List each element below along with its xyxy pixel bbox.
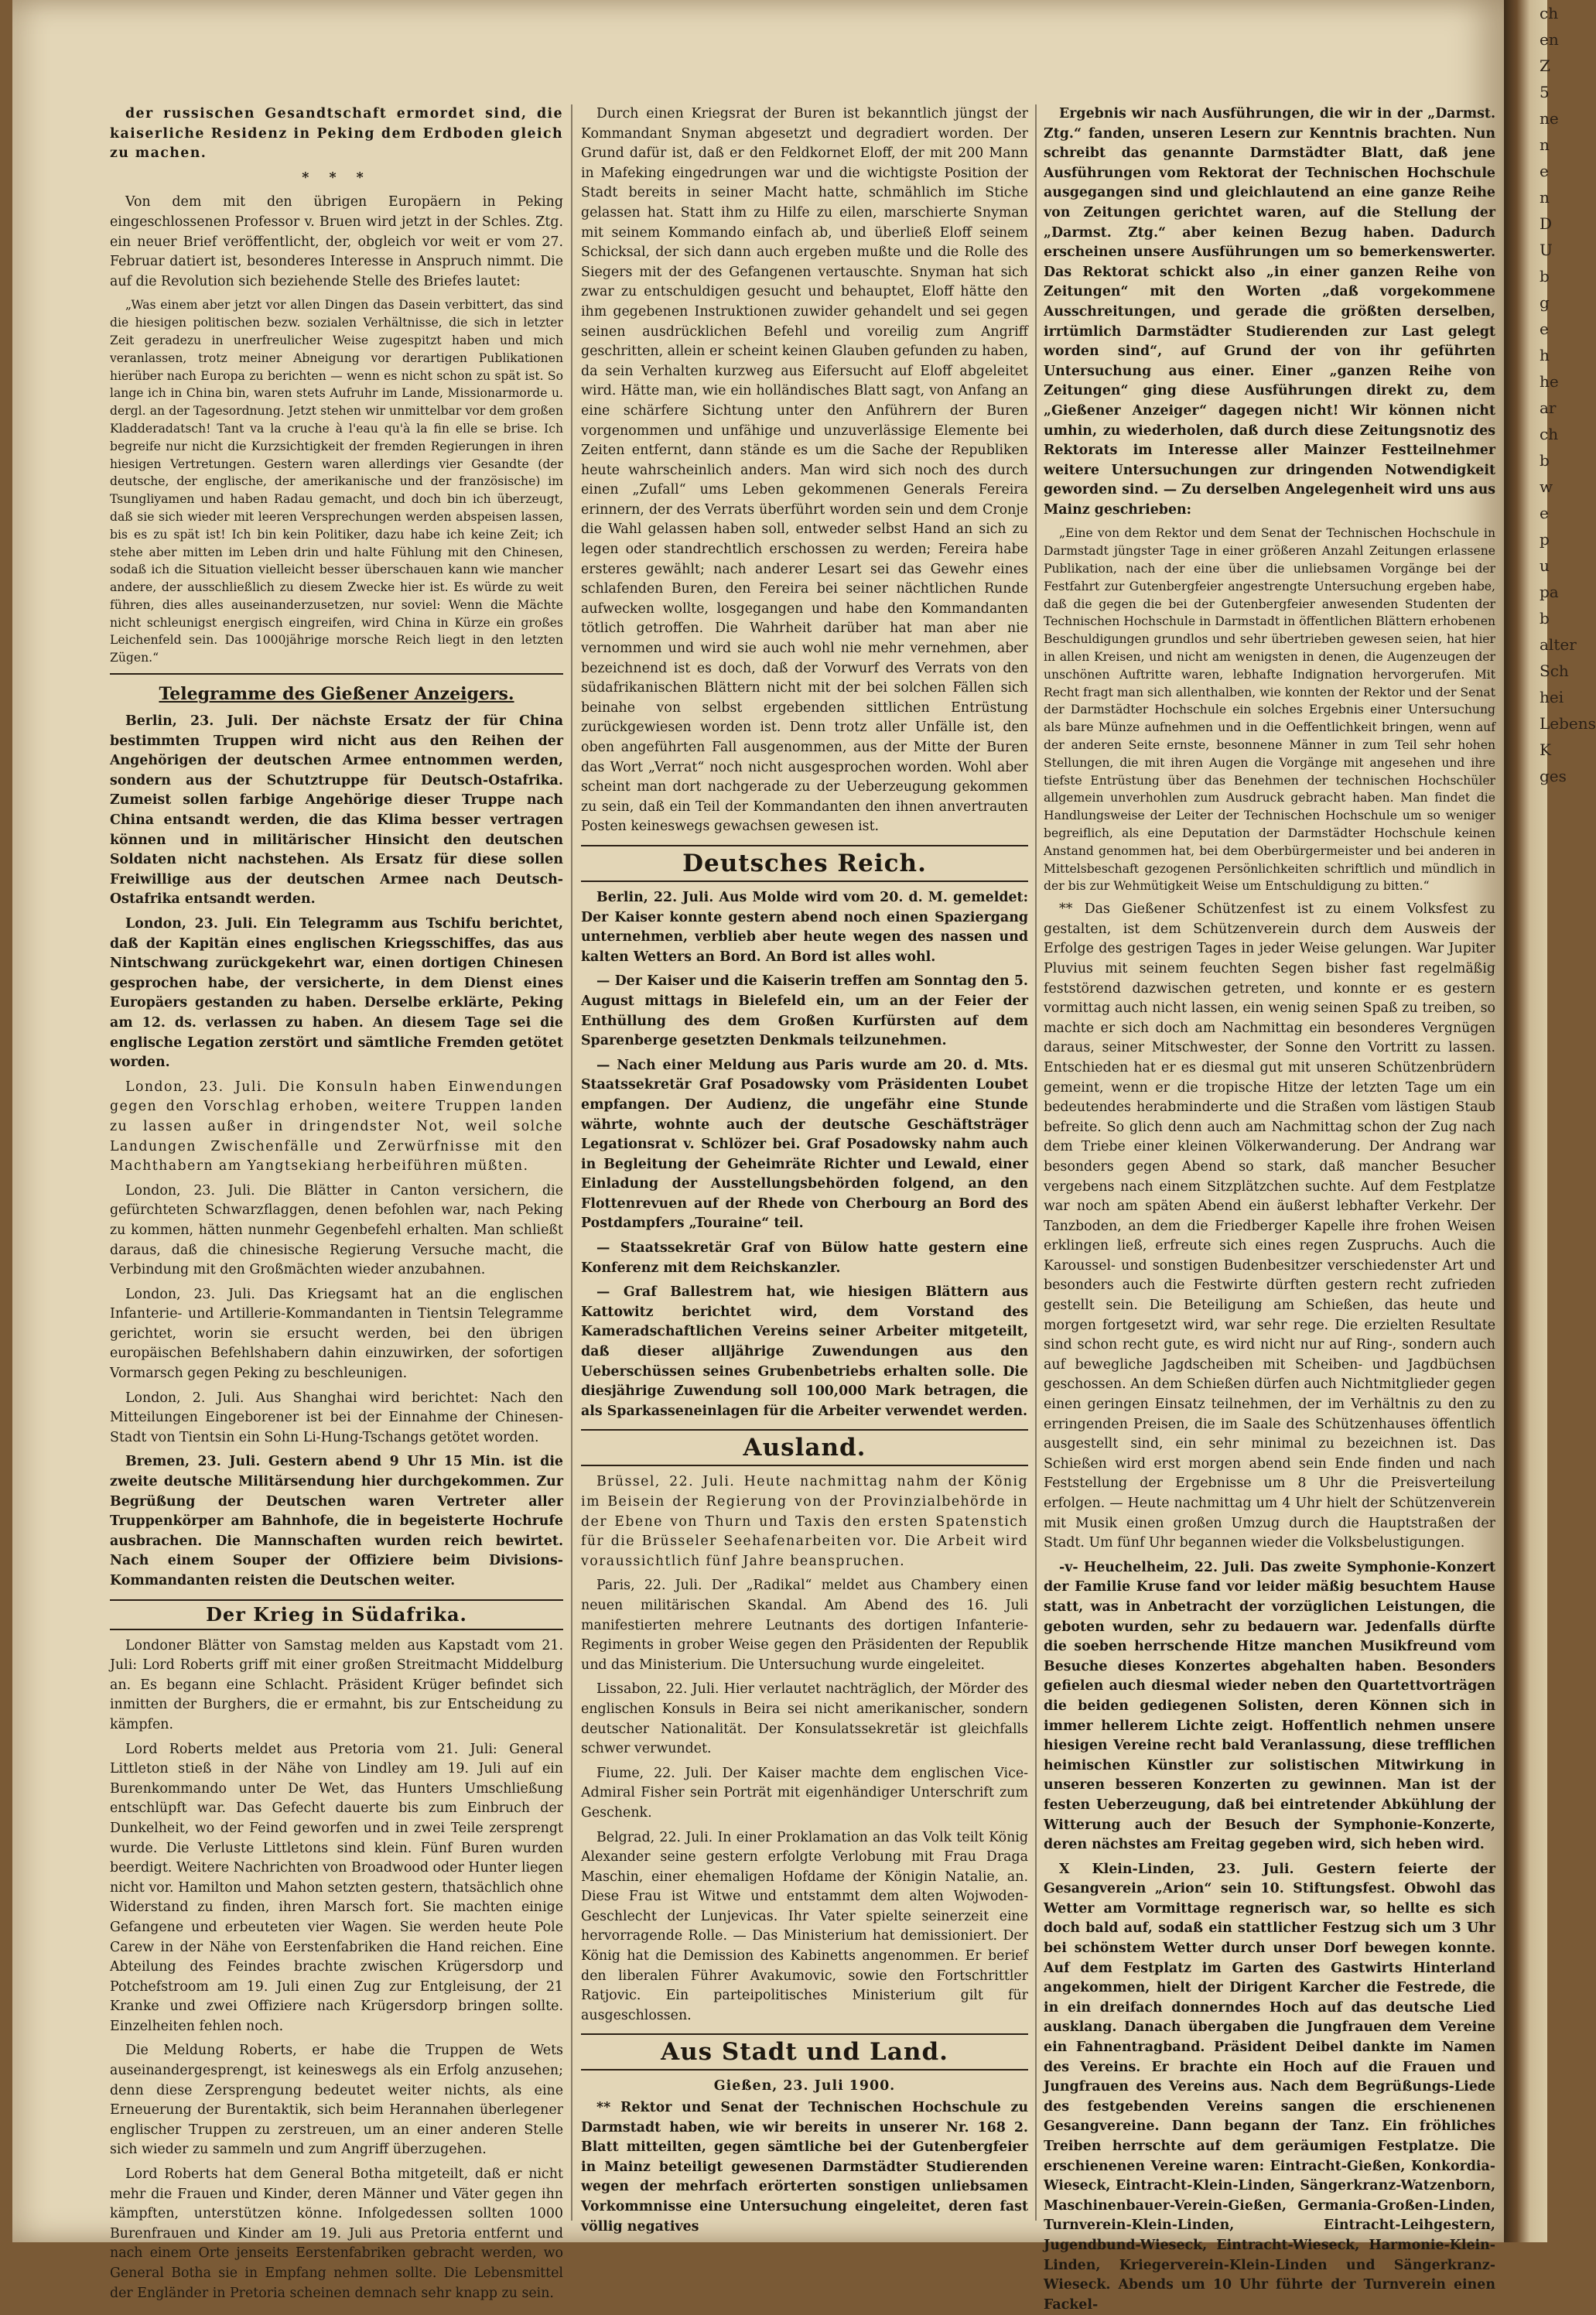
edge-fragment: e: [1540, 320, 1549, 338]
column-3: [1044, 104, 1495, 2313]
column-rule-1: [571, 104, 572, 2221]
heading-deutsches-reich: Deutsches Reich.: [581, 845, 1028, 882]
edge-fragment: ne: [1540, 109, 1559, 128]
col2-paragraph-1: Durch einen Kriegsrat der Buren ist bekanntlich jüngst der Kommandant Snyman abgesetzt und degradiert worden. Der Grund dafür ist, daß er den Feldkornet Eloff, der mit 200 Mann in Mafeking eingedrungen war und die wichtigste Position der Stadt bereits in seiner Macht hatte, schmählich im Stiche gelassen hat. Statt ihm zu Hilfe zu eilen, marschierte Snyman mit seinem Kommando einfach ab, und überließ Eloff seinem Schicksal, der sich dann auch ergeben mußte und die Rolle des Siegers mit der des Gefangenen vertauschte. Snyman hat sich zwar zu entschuldigen gesucht und behauptet, Eloff hätte den ihm gegebenen Instruktionen zuwider gehandelt und sei gegen seinen ausdrücklichen Befehl und voreilig zum Angriff geschritten, allein er scheint keinen Glauben gefunden zu haben, da sein Verhalten kurzweg aus Eifersucht auf Eloff abgeleitet wird. Hätte man, wie ein holländisches Blatt sagt, von Anfang an eine schärfere Sichtung unter den Anführern der Buren vorgenommen und unfähige und unzuverlässige Elemente bei Zeiten entfernt, dann stände es um die Sache der Republiken heute wahrscheinlich anders. Man wird sich noch des durch einen „Zufall“ ums Leben gekommenen Generals Fereira erinnern, der des Verrats überführt worden sein und dem Cronje die Wahl gelassen haben soll, entweder selbst Hand an sich zu legen oder standrechtlich erschossen zu werden; Fereira habe ersteres gewählt; nach anderer Lesart sei das Gewehr eines schlafenden Buren, den Fereira bei seiner nächtlichen Runde aufwecken wollte, losgegangen und habe den Kommandanten tötlich getroffen. Die Wahrheit darüber hat man aber nie vernommen und wird sie auch wohl nie mehr vernehmen, aber bezeichnend ist es doch, daß der Vorwurf des Verrats von den südafrikanischen Blättern nicht mit der bei solchen Fällen sich beinahe von selbst ergebenden sittlichen Entrüstung zurückgewiesen worden ist. Denn trotz aller Unfälle ist, den oben angeführten Fall ausgenommen, aus der Mitte der Buren das Wort „Verrat“ noch nicht ausgesprochen worden. Wohl aber scheint man dort nachgerade zu der Ueberzeugung gekommen zu sein, daß ein Teil der Kommandanten den ihnen anvertrauten Posten keineswegs gewachsen gewesen ist.: [581, 106, 1028, 835]
telegram-london-1: London, 23. Juli. Ein Telegramm aus Tschifu berichtet, daß der Kapitän eines englischen Kriegsschiffes, das aus Nintschwang zurückgekehrt war, einen dortigen Chinesen gesprochen habe, der versicherte, in dem Dienst eines Europäers gestanden zu haben. Derselbe erklärte, Peking am 12. ds. verlassen zu haben. An diesem Tage sei die englische Legation zerstört und sämtliche Fremden getötet worden.: [110, 916, 563, 1071]
col3-paragraph-1: Ergebnis wir nach Ausführungen, die wir in der „Darmst. Ztg.“ fanden, unseren Lesern zur Kenntnis brachten. Nun schreibt das genannte Darmstädter Blatt, daß jene Ausführungen vom Rektorat der Technischen Hochschule ausgegangen sind und gleichlautend an eine ganze Reihe von Zeitungen gerichtet waren, auf die Stellung der „Darmst. Ztg.“ aber keinen Bezug haben. Dadurch erscheinen unsere Ausführungen um so bemerkenswerter. Das Rektorat schickt also „in einer ganzen Reihe von Zeitungen“ mit den Worten „daß vorgekommene Ausschreitungen, und gerade die größten derselben, irrtümlich Darmstädter Studierenden zur Last gelegt worden sind“, auf Grund der von ihr geführten Untersuchung aus einer. Einer „ganzen Reihe von Zeitungen“ ging diese Ausführungen direkt zu, dem „Gießener Anzeiger“ dagegen nicht! Wir können nicht umhin, zu wiederholen, daß durch diese Zeitungsnotiz des Rektorats im Interesse aller Mainzer Festteilnehmer weitere Untersuchungen zur dringenden Notwendigkeit geworden sind. — Zu derselben Angelegenheit wird uns aus Mainz geschrieben:: [1044, 106, 1495, 518]
reich-paragraph-5: — Graf Ballestrem hat, wie hiesigen Blättern aus Kattowitz berichtet wird, dem Vorstand des Kameradschaftlichen Vereins seiner Arbeiter mitgeteilt, daß dieser alljährige Zuwendungen aus den Ueberschüssen seines Grubenbetriebs erhalten solle. Die diesjährige Zuwendung soll 100,000 Mark betragen, die als Sparkasseneinlagen für die Arbeiter verwendet werden.: [581, 1284, 1028, 1419]
ausland-paragraph-1: Brüssel, 22. Juli. Heute nachmittag nahm der König im Beisein der Regierung von der Provinzialbehörde in der Ebene von Thurn und Taxis den ersten Spatenstich für die Brüsseler Seehafenarbeiten vor. Die Arbeit wird voraussichtlich fünf Jahre beanspruchen.: [581, 1474, 1028, 1569]
heading-krieg-suedafrika: Der Krieg in Südafrika.: [110, 1599, 563, 1630]
heading-telegramme: Telegramme des Gießener Anzeigers.: [159, 684, 514, 705]
col3-quoted-letter: „Eine von dem Rektor und dem Senat der Technischen Hochschule in Darmstadt jüngster Tage in einer größeren Anzahl Zeitungen erlassene Publikation, nach der eine über die unliebsamen Vorgänge bei der Festfahrt zur Gutenbergfeier angestrengte Untersuchung ergeben habe, daß die gegen die bei der Gutenbergfeier anwesenden Studenten der Technischen Hochschule in Darmstadt in öffentlichen Blättern erhobenen Beschuldigungen grundlos und sehr übertrieben gewesen seien, hat hier in allen Kreisen, und nicht am wenigsten in denen, die Augenzeugen der unschönen Auftritte waren, lebhafte Indignation hervorgerufen. Mit Recht fragt man sich allenthalben, wie konnten der Rektor und der Senat der Darmstädter Hochschule ein solches Ergebnis einer Untersuchung als bare Münze aufnehmen und in die Oeffentlichkeit bringen, wenn auf der anderen Seite ernste, besonnene Männer in zum Teil sehr hohen Stellungen, die mit ihren Augen die Vorgänge mit angesehen und ihre tiefste Entrüstung über das Benehmen der technischen Hochschüler allgemein unverhohlen zum Ausdruck gebracht haben. Man findet die Handlungsweise der Leiter der Technischen Hochschule um so weniger begreiflich, als eine Deputation der Darmstädter Hochschule keinen Anstand genommen hat, bei dem Oberbürgermeister und bei anderen in Mittelsbeschaft gezogenen Persönlichkeiten schriftlich und mündlich in der bis zur Wehmütigkeit Weise um Entschuldigung zu bitten.“: [1044, 526, 1495, 894]
edge-fragment: en: [1540, 30, 1559, 49]
column-rule-2: [1035, 104, 1037, 2221]
edge-fragment: Lebens: [1540, 714, 1596, 733]
telegram-berlin: Berlin, 23. Juli. Der nächste Ersatz der für China bestimmten Truppen wird nicht aus den Reihen der Angehörigen der deutschen Armee entnommen werden, sondern aus der Schutztruppe für Deutsch-Ostafrika. Zumeist sollen farbige Angehörige dieser Truppe nach China entsandt werden, die das Klima besser vertragen können und in militärischer Hinsicht den deutschen Soldaten nicht nachstehen. Als Ersatz für diese sollen Freiwillige aus der deutschen Armee nach Deutsch-Ostafrika entsandt werden.: [110, 713, 563, 908]
heading-ausland: Ausland.: [581, 1429, 1028, 1466]
edge-fragment: Z: [1540, 56, 1550, 75]
edge-fragment: pa: [1540, 583, 1559, 601]
section-divider-stars: * * *: [302, 169, 371, 186]
reich-paragraph-2: — Der Kaiser und die Kaiserin treffen am Sonntag den 5. August mittags in Bielefeld ein, um an der Feier der Enthüllung des dem Großen Kurfürsten auf dem Sparenberge gesetzten Denkmals teilzunehmen.: [581, 973, 1028, 1049]
edge-fragment: p: [1540, 530, 1550, 549]
next-page-edge-text: [1540, 0, 1596, 2242]
edge-fragment: 5: [1540, 83, 1550, 101]
edge-fragment: ges: [1540, 767, 1567, 785]
edge-fragment: alter: [1540, 635, 1577, 654]
edge-fragment: e: [1540, 504, 1549, 522]
edge-fragment: U: [1540, 241, 1553, 259]
ausland-paragraph-2: Paris, 22. Juli. Der „Radikal“ meldet aus Chambery einen neuen militärischen Skandal. Am Abend des 16. Juli manifestierten mehrere Leutnants des dortigen Infanterie-Regiments in grober Weise gegen den Präsidenten der Republik und das Ministerium. Die Untersuchung wurde eingeleitet.: [581, 1578, 1028, 1673]
krieg-paragraph-4: Lord Roberts hat dem General Botha mitgeteilt, daß er nicht mehr die Frauen und Kinder, deren Männer und Väter gegen ihn kämpften, unterstützen könne. Infolgedessen sollten 1000 Burenfrauen und Kinder am 19. Juli aus Pretoria entfernt und nach einem Orte jenseits Eerstenfabriken gebracht werden, wo General Botha sie in Empfang nehmen sollte. Die Lebensmittel der Engländer in Pretoria scheinen demnach sehr knapp zu sein.: [110, 2166, 563, 2301]
edge-fragment: e: [1540, 162, 1549, 180]
edge-fragment: u: [1540, 556, 1550, 575]
stadt-paragraph-1: ** Rektor und Senat der Technischen Hochschule zu Darmstadt haben, wie wir bereits in unserer Nr. 168 2. Blatt mitteilten, gegen sämtliche bei der Gutenbergfeier in Mainz beteiligt gewesenen Darmstädter Studierenden wegen der mehrfach erörterten sonstigen unliebsamen Vorkommnisse eine Untersuchung eingeleitet, deren fast völlig negatives: [581, 2100, 1028, 2235]
edge-fragment: Sch: [1540, 662, 1569, 680]
telegram-london-5: London, 2. Juli. Aus Shanghai wird berichtet: Nach den Mitteilungen Eingeborener ist bei der Einnahme der Chinesen-Stadt von Tientsin ein Sohn Li-Hung-Tschangs getötet worden.: [110, 1390, 563, 1445]
ausland-paragraph-3: Lissabon, 22. Juli. Hier verlautet nachträglich, der Mörder des englischen Konsuls in Beira sei nicht amerikanischer, sondern deutscher Nationalität. Der Konsulatssekretär ist gleichfalls schwer verwundet.: [581, 1681, 1028, 1757]
ausland-paragraph-5: Belgrad, 22. Juli. In einer Proklamation an das Volk teilt König Alexander seine gestern erfolgte Verlobung mit Frau Draga Maschin, einer ehemaligen Hofdame der Königin Natalie, an. Diese Frau ist Witwe und entstammt dem alten Wojwoden-Geschlecht der Lunjevicas. Ihr Vater spielte seinerzeit eine hervorragende Rolle. — Das Ministerium hat demissioniert. Der König hat die Demission des Kabinetts angenommen. Er berief den liberalen Führer Avakumovic, sowie den Fortschrittler Ratjovic. Ein parteipolitisches Ministerium gilt für ausgeschlossen.: [581, 1829, 1028, 2023]
edge-fragment: he: [1540, 372, 1559, 391]
edge-fragment: w: [1540, 477, 1553, 496]
telegram-london-4: London, 23. Juli. Das Kriegsamt hat an die englischen Infanterie- und Artillerie-Kommandanten in Tientsin Telegramme gerichtet, worin sie ersucht werden, bei den übrigen europäischen Befehlshabern dahin einzuwirken, der sofortigen Vormarsch gegen Peking zu beschleunigen.: [110, 1286, 563, 1382]
telegram-london-3: London, 23. Juli. Die Blätter in Canton versichern, die gefürchteten Schwarzflaggen, denen befohlen war, nach Peking zu kommen, hätten nunmehr Gegenbefehl erhalten. Man schließt daraus, daß die chinesische Regierung Versuche macht, die Verbindung mit den Großmächten wieder anzubahnen.: [110, 1182, 563, 1278]
col1-paragraph-1: der russischen Gesandtschaft ermordet sind, die kaiserliche Residenz in Peking dem Erdboden gleich zu machen.: [110, 106, 563, 162]
heuchelheim-article: -v- Heuchelheim, 22. Juli. Das zweite Symphonie-Konzert der Familie Kruse fand vor leider mäßig besuchtem Hause statt, was in Anbetracht der vorzüglichen Leistungen, die geboten wurden, sehr zu bedauern war. Jedenfalls dürfte die soeben herrschende Hitze manchen Musikfreund vom Besuche dieses Konzertes abgehalten haben. Besonders gefielen auch diesmal wieder neben den Quartettvorträgen die beiden gediegenen Solisten, deren Können sich in immer hellerem Lichte zeigt. Hoffentlich nehmen unsere hiesigen Vereine recht bald Veranlassung, diese trefflichen heimischen Künstler zur solistischen Mitwirkung in unseren besseren Konzerten zu gewinnen. Man ist der festen Ueberzeugung, daß bei eintretender Abkühlung der Witterung auch der Besuch der Symphonie-Konzerte, deren nächstes am Freitag gegeben wird, sich heben wird.: [1044, 1559, 1495, 1853]
edge-fragment: K: [1540, 740, 1551, 759]
telegram-london-2: London, 23. Juli. Die Konsuln haben Einwendungen gegen den Vorschlag erhoben, weitere Truppen landen zu lassen außer in dringendster Not, weil solche Landungen Zwischenfälle und Zerwürfnisse mit den Machthabern am Yangtsekiang herbeiführen müßten.: [110, 1079, 563, 1175]
krieg-paragraph-2: Lord Roberts meldet aus Pretoria vom 21. Juli: General Littleton stieß in der Nähe von Lindley am 19. Juli auf ein Burenkommando unter De Wet, das Hunters Umschließung entschlüpft war. Das Gefecht dauerte bis zum Einbruch der Dunkelheit, wo der Feind geworfen und in zwei Teile zersprengt wurde. Die Verluste Littletons sind klein. Fünf Buren wurden beerdigt. Weitere Nachrichten von Broadwood oder Hunter liegen nicht vor. Hamilton und Mahon setzten gestern, thatsächlich ohne Widerstand zu finden, ihren Marsch fort. Sie machten einige Gefangene und erbeuteten vier Wagen. Sie werden heute Pole Carew in der Nähe von Eerstenfabriken die Hand reichen. Eine Abteilung des Feindes brachte zwischen Krügersdorp und Potchefstroom am 19. Juli einen Zug zur Entgleisung, der 21 Kranke und zwei Offiziere nach Krügersdorp bringen sollte. Einzelheiten fehlen noch.: [110, 1741, 564, 2034]
reich-paragraph-3: — Nach einer Meldung aus Paris wurde am 20. d. Mts. Staatssekretär Graf Posadowsky vom Präsidenten Loubet empfangen. Der Audienz, die ungefähr eine Stunde währte, wohnte auch der deutsche Geschäftsträger Legationsrat v. Schlözer bei. Graf Posadowsky nahm auch in Begleitung der Geheimräte Richter und Lewald, einer Einladung der Ausstellungsbehörden folgend, an den Flottenrevuen auf der Rhede von Cherbourg an Bord des Postdampfers „Touraine“ teil.: [581, 1057, 1028, 1232]
col1-paragraph-2: Von dem mit den übrigen Europäern in Peking eingeschlossenen Professor v. Bruen wird jetzt in der Schles. Ztg. ein neuer Brief veröffentlicht, der, obgleich vor weit er vom 27. Februar datiert ist, besonderes Interesse in Anspruch nimmt. Die auf die Revolution sich beziehende Stelle des Briefes lautet:: [110, 194, 563, 289]
edge-fragment: ar: [1540, 398, 1557, 417]
heading-aus-stadt-und-land: Aus Stadt und Land.: [581, 2033, 1028, 2071]
column-2: [581, 104, 1028, 2235]
edge-fragment: ch: [1540, 4, 1559, 22]
reich-paragraph-4: — Staatssekretär Graf von Bülow hatte gestern eine Konferenz mit dem Reichskanzler.: [581, 1240, 1028, 1276]
dateline: Gießen, 23. Juli 1900.: [713, 2078, 896, 2094]
ausland-paragraph-4: Fiume, 22. Juli. Der Kaiser machte dem englischen Vice-Admiral Fisher sein Porträt mit eigenhändiger Unterschrift zum Geschenk.: [581, 1765, 1028, 1821]
edge-fragment: D: [1540, 214, 1553, 233]
schuetzenfest-article: ** Das Gießener Schützenfest ist zu einem Volksfest zu gestalten, ist dem Schützenverein durch dem Ausweis der Erfolge des gestrigen Tages in jeder Weise gelungen. War Jupiter Pluvius mit seinem feuchten Segen bisher fast regelmäßig feststörend dazwischen getreten, und konnte er es gestern vormittag auch nicht lassen, ein wenig seinen Spaß zu treiben, so machte er sich doch am Nachmittag ein besonderes Vergnügen daraus, seiner Mitschwester, der Sonne den Vortritt zu lassen. Entschieden hat er es diesmal gut mit unseren Schützenbrüdern gemeint, wenn er die tropische Hitze der letzten Tage um ein bedeutendes herabminderte und die Straßen vom lästigen Staub befreite. So glich denn auch am Nachmittag schon der Zug nach dem Triebe einer kleinen Völkerwanderung. Der Andrang war besonders gegen Abend so stark, daß mancher Besucher vergebens nach einem Sitzplätzchen suchte. Auf dem Festplatze war noch am späten Abend ein äußerst lebhafter Verkehr. Der Tanzboden, an dem die Friedberger Kapelle ihre frohen Weisen erklingen ließ, erfreute sich eines regen Zuspruchs. Auch die Karoussel- und sonstigen Budenbesitzer verschiedenster Art und besonders auch die Festwirte dürften gestern recht zufrieden gestellt sein. Die Beteiligung am Schießen, das heute und morgen fortgesetzt wird, war sehr rege. Die erzielten Resultate sind schon recht gute, es wird nicht nur auf Ring-, sondern auch auf bewegliche Jagdscheiben mit Scheiben- und Jagdbüchsen geschossen. An dem Schießen dürfen auch Nichtmitglieder gegen einen geringen Einsatz teilnehmen, der im Verhältnis zu den zu erringenden Preisen, die im Saale des Schützenhauses öffentlich ausgestellt sind, ein sehr minimal zu bezeichnen ist. Das Schießen wird erst morgen abend sein Ende finden und nach Feststellung der Ergebnisse um 8 Uhr die Preisverteilung erfolgen. — Heute nachmittag um 4 Uhr hielt der Schützenverein mit Musik einen großen Umzug durch die Hauptstraßen der Stadt. Um fünf Uhr begannen wieder die Volksbelustigungen.: [1044, 901, 1495, 1551]
col1-quoted-letter: „Was einem aber jetzt vor allen Dingen das Dasein verbittert, das sind die hiesigen politischen bezw. sozialen Verhältnisse, die sich in letzter Zeit geradezu in unerfreulicher Weise zugespitzt haben und mich veranlassen, trotz meiner Abneigung vor derartigen Publikationen hierüber nach Europa zu berichten — wenn es nicht schon zu spät ist. So lange ich in China bin, waren stets Aufruhr im Lande, Missionarmorde u. dergl. an der Tagesordnung. Jetzt stehen wir unmittelbar vor dem großen Kladderadatsch! Tant va la cruche à l'eau qu'à la fin elle se brise. Ich begreife nur nicht die Kurzsichtigkeit der fremden Regierungen in ihren hiesigen Vertretungen. Gestern waren allerdings vier Gesandte (der deutsche, der englische, der amerikanische und der französische) im Tsungliyamen und haben Radau gemacht, und doch bin ich überzeugt, daß sie sich wieder mit leeren Versprechungen werden abspeisen lassen, bis es zu spät ist! Ich bin kein Politiker, dazu habe ich keine Zeit; ich stehe aber mitten im Leben drin und halte Fühlung mit den Chinesen, sodaß ich die Situation vielleicht besser überschauen kann wie mancher andere, der ausschließlich zu diesem Zwecke hier ist. Es würde zu weit führen, dies alles auseinanderzusetzen, nur soviel: Wenn die Mächte nicht schleunigst energisch eingreifen, wird China in Kürze ein großes Leichenfeld sein. Das 1000jährige morsche Reich liegt in den letzten Zügen.“: [110, 298, 563, 665]
edge-fragment: hei: [1540, 688, 1564, 706]
edge-fragment: ch: [1540, 425, 1559, 443]
edge-fragment: n: [1540, 188, 1550, 207]
newspaper-page: [12, 0, 1504, 2313]
edge-fragment: g: [1540, 293, 1550, 312]
divider: [110, 673, 563, 675]
edge-fragment: b: [1540, 609, 1550, 627]
klein-linden-article: X Klein-Linden, 23. Juli. Gestern feierte der Gesangverein „Arion“ sein 10. Stiftungsfest. Obwohl das Wetter am Vormittage regnerisch war, so hellte es sich doch bald auf, sodaß ein stattlicher Festzug sich um 3 Uhr bei schönstem Wetter durch unser Dorf bewegen konnte. Auf dem Festplatz im Garten des Gastwirts Hinterland angekommen, hielt der Dirigent Karcher die Festrede, die in ein dreifach donnerndes Hoch auf das deutsche Lied ausklang. Danach übergaben die Jungfrauen dem Vereine ein Fahnentragband. Präsident Deibel dankte im Namen des Vereins. Er brachte ein Hoch auf die Frauen und Jungfrauen des Vereins aus. Nach dem Begrüßungs-Liede des festgebenden Vereins sangen die erschienenen Gesangvereine. Dann begann der Tanz. Ein fröhliches Treiben herrschte auf dem geräumigen Festplatze. Die erschienenen Vereine waren: Eintracht-Gießen, Konkordia-Wieseck, Eintracht-Klein-Linden, Sängerkranz-Watzenborn, Maschinenbauer-Verein-Gießen, Germania-Großen-Linden, Turnverein-Klein-Linden, Eintracht-Leihgestern, Jugendbund-Wieseck, Eintracht-Wieseck, Harmonie-Klein-Linden, Kriegerverein-Klein-Linden und Sängerkranz-Wieseck. Abends um 10 Uhr führte der Turnverein einen Fackel-: [1044, 1861, 1495, 2313]
edge-fragment: b: [1540, 267, 1550, 286]
krieg-paragraph-3: Die Meldung Roberts, er habe die Truppen de Wets auseinandergesprengt, ist keineswegs als ein Erfolg anzusehen; denn diese Zersprengung bedeutet weiter nichts, als eine Erneuerung der Burentaktik, sich beim Herannahen überlegener englischer Truppen zu zerstreuen, um an einer anderen Stelle sich wieder zu sammeln und zum Angriff überzugehen.: [110, 2043, 563, 2158]
krieg-paragraph-1: Londoner Blätter von Samstag melden aus Kapstadt vom 21. Juli: Lord Roberts griff mit einer großen Streitmacht Middelburg an. Es begann eine Schlacht. Präsident Krüger befindet sich inmitten der Burghers, die er ermahnt, bis zur Entscheidung zu kämpfen.: [110, 1637, 563, 1732]
edge-fragment: n: [1540, 135, 1550, 154]
edge-fragment: b: [1540, 451, 1550, 470]
reich-paragraph-1: Berlin, 22. Juli. Aus Molde wird vom 20. d. M. gemeldet: Der Kaiser konnte gestern abend noch einen Spaziergang unternehmen, verblieb aber heute wegen des nassen und kalten Wetters an Bord. An Bord ist alles wohl.: [581, 889, 1028, 965]
column-1: [110, 104, 564, 2301]
telegram-bremen: Bremen, 23. Juli. Gestern abend 9 Uhr 15 Min. ist die zweite deutsche Militärsendung hier durchgekommen. Zur Begrüßung der Deutschen waren Vertreter aller Truppenkörper am Bahnhofe, die in begeisterte Hochrufe ausbrachen. Die Mannschaften wurden reich bewirtet. Nach einem Souper der Offiziere beim Divisions-Kommandanten reisten die Deutschen weiter.: [110, 1454, 563, 1589]
edge-fragment: h: [1540, 346, 1550, 364]
